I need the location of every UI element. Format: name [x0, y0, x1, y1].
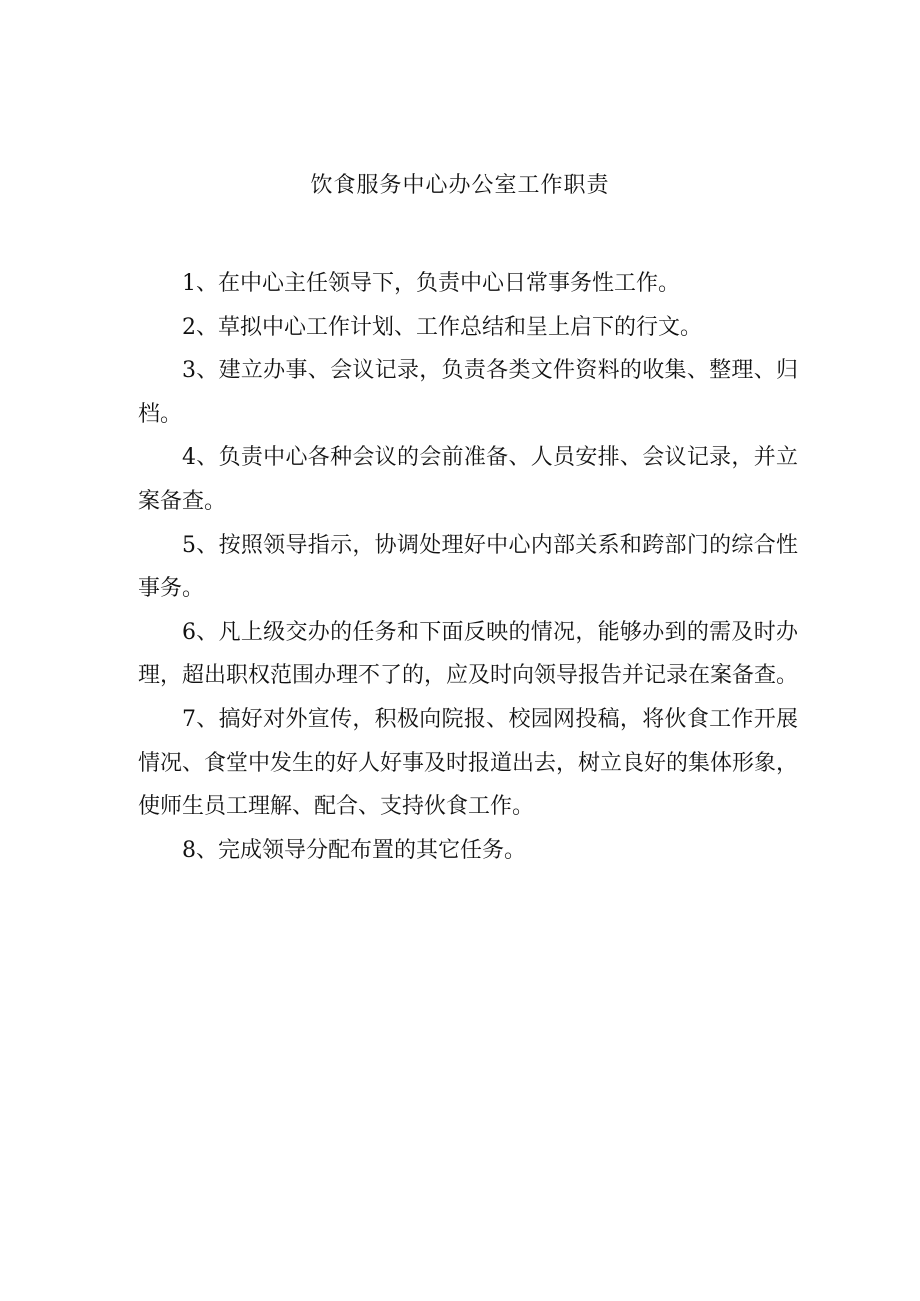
duty-item-6: 6、凡上级交办的任务和下面反映的情况，能够办到的需及时办理，超出职权范围办理不了的，应及时向领导报告并记录在案备查。: [138, 619, 799, 689]
duty-item-8: 8、完成领导分配布置的其它任务。: [182, 837, 526, 863]
document-body: [138, 262, 798, 872]
duty-item-7: 7、搞好对外宣传，积极向院报、校园网投稿，将伙食工作开展情况、食堂中发生的好人好事及时报道出去，树立良好的集体形象，使师生员工理解、配合、支持伙食工作。: [138, 706, 799, 820]
duty-item-5: 5、按照领导指示，协调处理好中心内部关系和跨部门的综合性事务。: [138, 532, 798, 602]
duty-item-1: 1、在中心主任领导下，负责中心日常事务性工作。: [182, 271, 680, 296]
document-title: 饮食服务中心办公室工作职责: [310, 173, 610, 198]
duty-item-2: 2、草拟中心工作计划、工作总结和呈上启下的行文。: [182, 314, 702, 340]
duty-item-4: 4、负责中心各种会议的会前准备、人员安排、会议记录，并立案备查。: [138, 445, 798, 514]
duty-item-3: 3、建立办事、会议记录，负责各类文件资料的收集、整理、归档。: [138, 358, 798, 427]
